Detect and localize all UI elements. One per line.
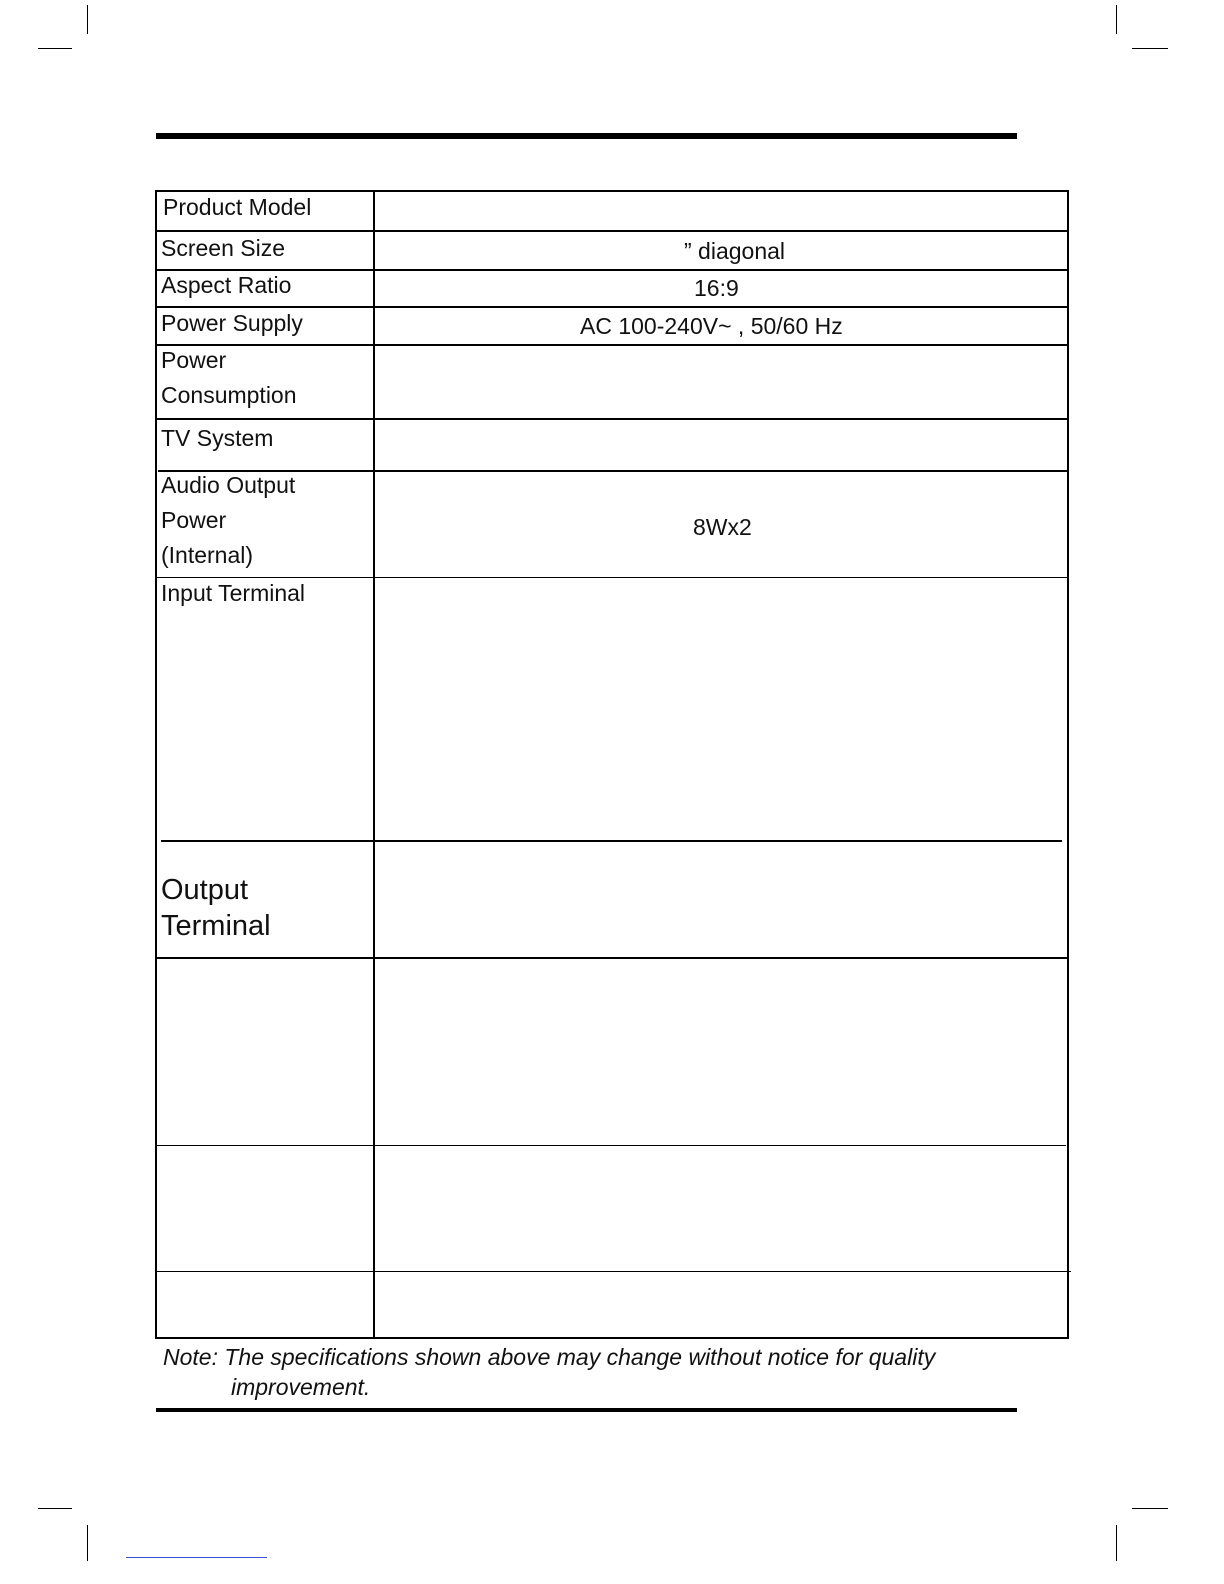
crop-mark-top-right-horizontal xyxy=(1132,48,1168,49)
spec-label-power-consumption-line2: Consumption xyxy=(161,382,297,408)
spec-value-audio-output: 8Wx2 xyxy=(693,514,752,540)
specification-note-continued: improvement. xyxy=(231,1374,371,1400)
table-row-border xyxy=(155,1271,1071,1272)
table-row-border xyxy=(155,1337,1069,1339)
spec-label-aspect-ratio: Aspect Ratio xyxy=(161,272,292,298)
spec-label-power-supply: Power Supply xyxy=(161,310,303,336)
spec-label-tv-system: TV System xyxy=(161,425,274,451)
footer-link-underline xyxy=(126,1557,267,1558)
table-row-border xyxy=(155,269,1069,271)
crop-mark-bottom-left-vertical xyxy=(87,1525,88,1561)
spec-label-screen-size: Screen Size xyxy=(161,235,286,261)
spec-value-aspect-ratio: 16:9 xyxy=(694,275,739,301)
table-border-left xyxy=(155,190,157,1339)
spec-label-power-consumption-line1: Power xyxy=(161,347,227,373)
table-row-border xyxy=(155,344,1069,346)
specification-note: Note: The specifications shown above may change without notice for quality xyxy=(163,1344,936,1370)
crop-mark-top-left-vertical xyxy=(87,5,88,34)
spec-value-screen-size: ” diagonal xyxy=(684,238,786,264)
spec-value-power-supply: AC 100-240V~ , 50/60 Hz xyxy=(580,313,843,339)
table-row-border xyxy=(155,957,1069,959)
table-row-border xyxy=(155,418,1069,420)
spec-label-product-model: Product Model xyxy=(163,194,312,220)
table-column-divider xyxy=(373,190,375,1339)
table-row-border xyxy=(161,840,1062,842)
spec-label-input-terminal: Input Terminal xyxy=(161,580,306,606)
crop-mark-bottom-left-horizontal xyxy=(38,1508,72,1509)
footer-rule xyxy=(156,1408,1017,1412)
spec-label-audio-output-line2: Power xyxy=(161,507,227,533)
crop-mark-bottom-right-vertical xyxy=(1116,1525,1117,1561)
crop-mark-top-left-horizontal xyxy=(38,48,72,49)
spec-label-audio-output-line3: (Internal) xyxy=(161,542,254,568)
header-rule xyxy=(156,133,1017,139)
table-border-right xyxy=(1067,190,1069,1339)
spec-label-output-terminal-line2: Terminal xyxy=(161,910,271,942)
crop-mark-top-right-vertical xyxy=(1116,5,1117,34)
table-row-border xyxy=(155,1145,1066,1146)
crop-mark-bottom-right-horizontal xyxy=(1132,1508,1168,1509)
table-row-border xyxy=(155,230,1069,232)
spec-label-output-terminal-line1: Output xyxy=(161,874,249,906)
spec-label-audio-output-line1: Audio Output xyxy=(161,472,296,498)
